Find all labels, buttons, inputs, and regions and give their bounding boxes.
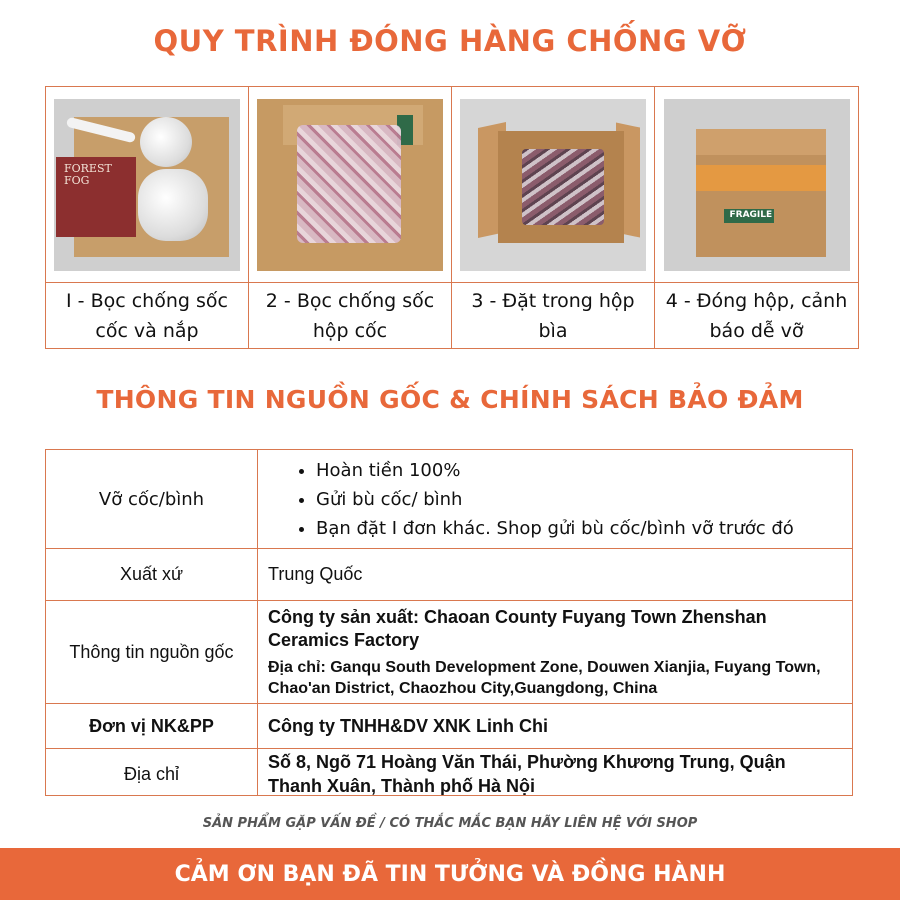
warning-tape bbox=[696, 165, 826, 191]
table-row bbox=[46, 601, 852, 704]
row-label: Thông tin nguồn gốc bbox=[46, 601, 258, 703]
step-1-caption: I - Bọc chống sốc cốc và nắp bbox=[46, 283, 249, 348]
list-item: • Bạn đặt I đơn khác. Shop gửi bù cốc/bình vỡ trước đó bbox=[316, 514, 842, 543]
list-item: • Gửi bù cốc/ bình bbox=[316, 485, 842, 514]
wrapped-item-in-box bbox=[522, 149, 604, 225]
step-4-photo-cell bbox=[655, 87, 858, 283]
row-label: Đơn vị NK&PP bbox=[46, 704, 258, 748]
row-value bbox=[258, 450, 852, 548]
section-title: THÔNG TIN NGUỒN GỐC & CHÍNH SÁCH BẢO ĐẢM bbox=[96, 385, 804, 414]
row-value: Công ty TNHH&DV XNK Linh Chi bbox=[268, 715, 548, 736]
bubble-wrapped-box bbox=[297, 125, 401, 243]
manufacturer-address: Địa chỉ: Ganqu South Development Zone, Douwen Xianjia, Fuyang Town, Chao'an District, Chaozhou City,Guangdong, China bbox=[268, 658, 821, 697]
row-value: Số 8, Ngõ 71 Hoàng Văn Thái, Phường Khương Trung, Quận Thanh Xuân, Thành phố Hà Nội bbox=[268, 752, 786, 796]
mug-gift-box bbox=[56, 157, 136, 237]
list-item: • Hoàn tiền 100% bbox=[316, 456, 842, 485]
step-4-photo bbox=[664, 99, 850, 271]
page-title: QUY TRÌNH ĐÓNG HÀNG CHỐNG VỠ bbox=[153, 24, 747, 58]
table-row bbox=[46, 704, 852, 749]
step-2-caption: 2 - Bọc chống sốc hộp cốc bbox=[249, 283, 452, 348]
step-2-photo-cell bbox=[249, 87, 452, 283]
policy-list bbox=[268, 456, 842, 543]
manufacturer: Công ty sản xuất: Chaoan County Fuyang Town Zhenshan Ceramics Factory bbox=[268, 606, 767, 650]
step-1-photo-cell bbox=[46, 87, 249, 283]
table-row bbox=[46, 749, 852, 796]
row-label: Vỡ cốc/bình bbox=[46, 450, 258, 548]
row-label: Xuất xứ bbox=[46, 549, 258, 600]
wrapped-lid bbox=[140, 117, 192, 167]
packing-steps-grid bbox=[45, 86, 859, 349]
footer-banner: CẢM ƠN BẠN ĐÃ TIN TƯỞNG VÀ ĐỒNG HÀNH bbox=[0, 848, 900, 900]
table-row bbox=[46, 450, 852, 549]
mug-box-brand: FOREST FOG bbox=[64, 161, 112, 187]
row-label: Địa chỉ bbox=[46, 749, 258, 796]
wrapped-cup bbox=[138, 169, 208, 241]
step-4-caption: 4 - Đóng hộp, cảnh báo dễ vỡ bbox=[665, 289, 848, 342]
step-2-photo bbox=[257, 99, 443, 271]
fragile-label-text: FRAGILE bbox=[729, 209, 773, 220]
step-1-photo bbox=[54, 99, 240, 271]
box-top bbox=[696, 129, 826, 155]
step-3-photo-cell bbox=[452, 87, 655, 283]
row-value bbox=[258, 601, 852, 703]
contact-note: SẢN PHẨM GẶP VẤN ĐỀ / CÓ THẮC MẮC BẠN HÃY LIÊN HỆ VỚI SHOP bbox=[202, 816, 698, 831]
step-3-caption: 3 - Đặt trong hộp bìa bbox=[452, 283, 655, 348]
step-3-photo bbox=[460, 99, 646, 271]
info-table bbox=[45, 449, 853, 796]
table-row bbox=[46, 549, 852, 601]
row-value: Trung Quốc bbox=[268, 564, 363, 584]
